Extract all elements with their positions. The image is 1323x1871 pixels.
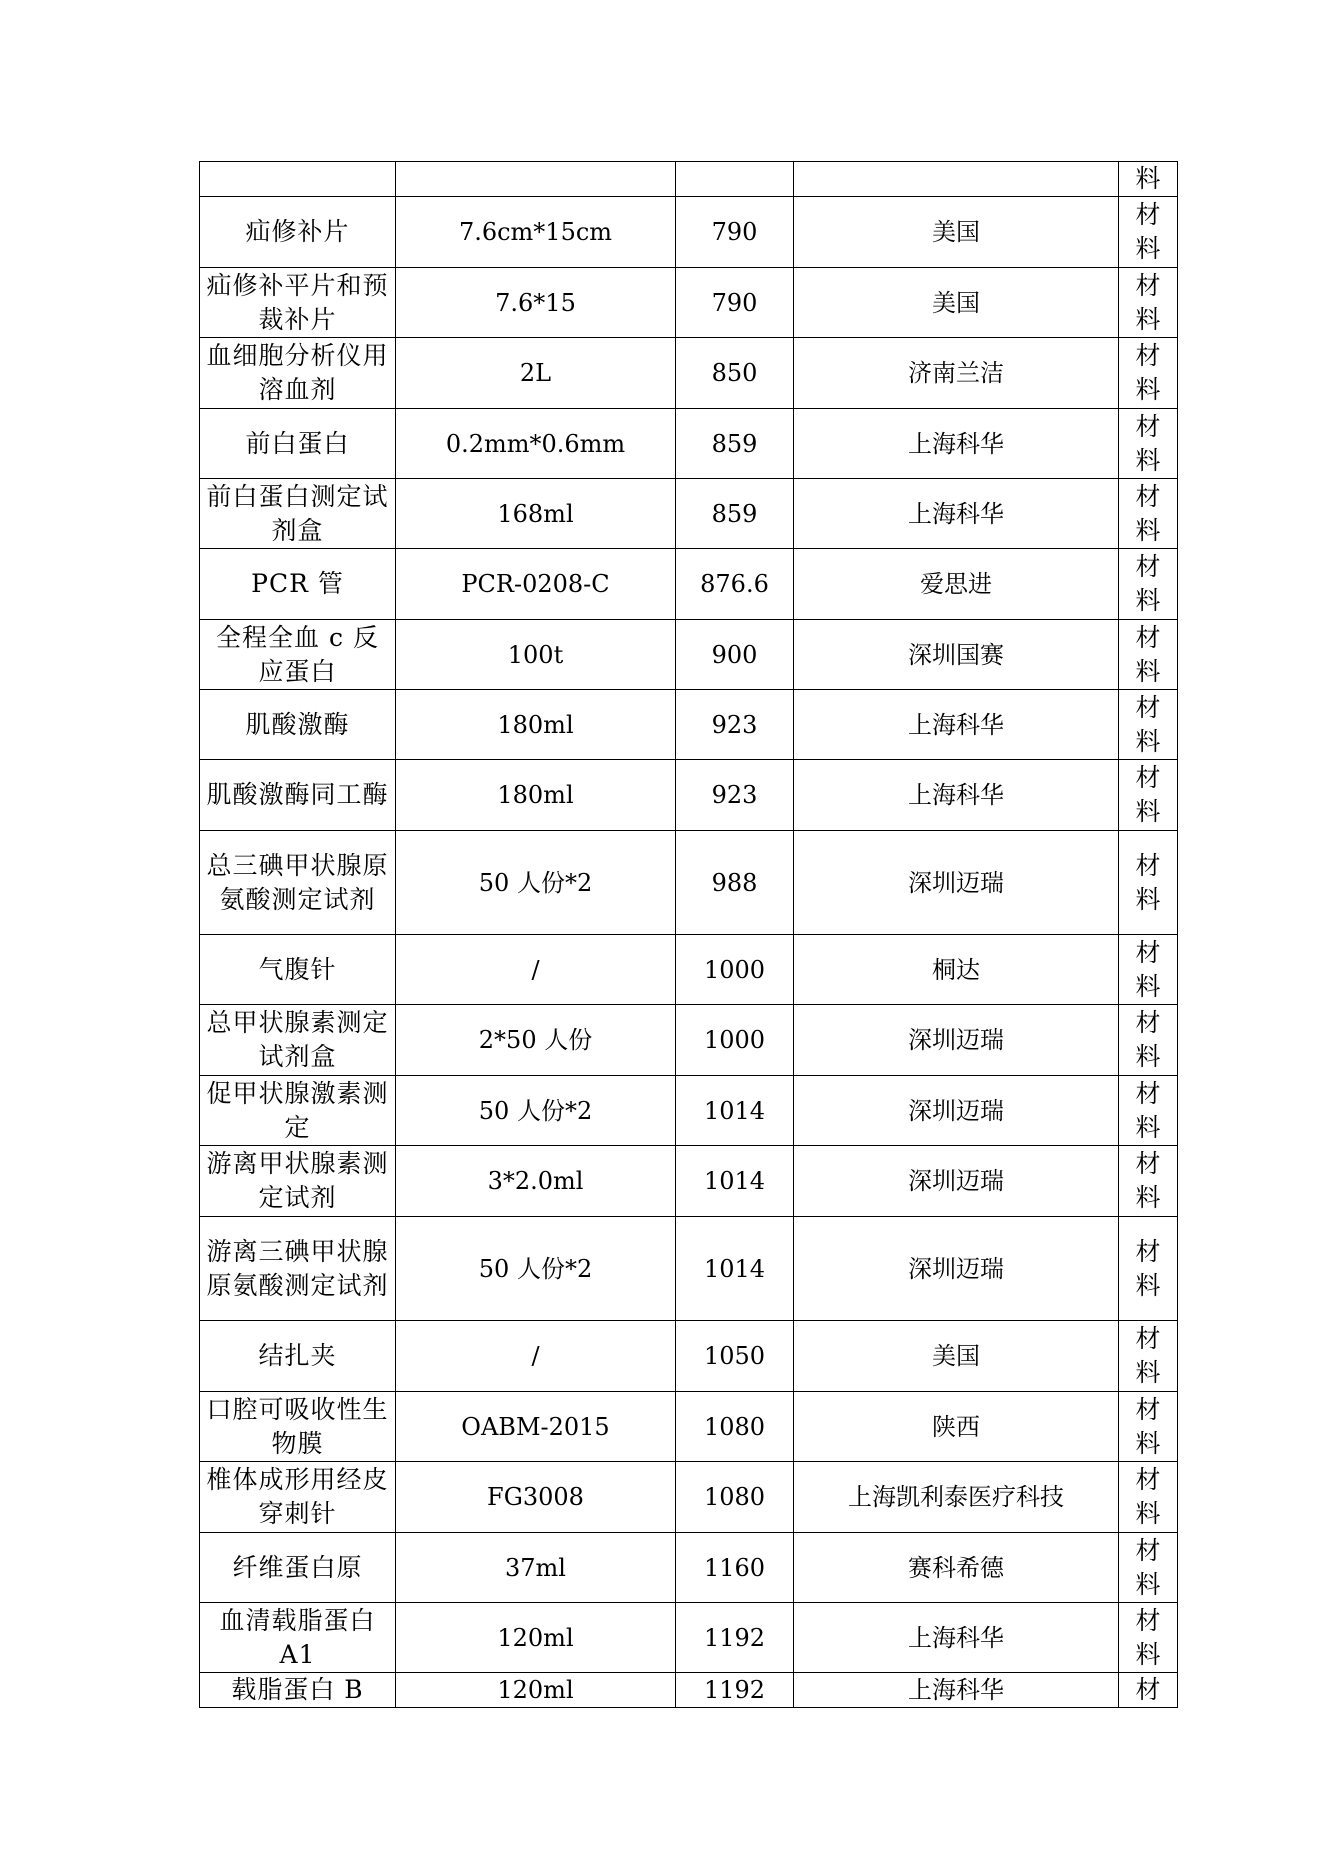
category-text: 料 [1135,164,1161,193]
spec-cell: 180ml [396,760,676,831]
item-name-cell: 前白蛋白测定试剂盒 [200,479,396,549]
price-cell: 988 [676,831,794,935]
table-row [200,1217,1178,1321]
category-cell [1119,760,1178,831]
price-cell: 1050 [676,1321,794,1392]
category-cell [1119,338,1178,409]
category-text: 材料 [1135,763,1161,826]
manufacturer-cell: 美国 [794,1321,1119,1392]
table-row [200,690,1178,760]
category-cell [1119,1146,1178,1217]
item-name-cell: 口腔可吸收性生物膜 [200,1392,396,1462]
manufacturer-cell: 上海科华 [794,690,1119,760]
category-text: 材料 [1135,937,1161,1001]
price-cell: 900 [676,620,794,690]
item-name-cell: 肌酸激酶同工酶 [200,760,396,831]
spec-cell: 120ml [396,1673,676,1708]
spec-cell: OABM-2015 [396,1392,676,1462]
category-cell [1119,1392,1178,1462]
price-cell: 850 [676,338,794,409]
price-cell: 1014 [676,1146,794,1217]
item-name-cell [200,162,396,197]
table-row [200,162,1178,197]
table-row [200,338,1178,409]
category-cell [1119,479,1178,549]
spec-cell: 168ml [396,479,676,549]
category-cell [1119,831,1178,935]
category-cell [1119,197,1178,268]
price-cell: 923 [676,760,794,831]
spec-cell: 50 人份*2 [396,1217,676,1321]
category-text: 材 [1135,1675,1161,1704]
manufacturer-cell: 上海科华 [794,479,1119,549]
table-row [200,831,1178,935]
item-name-cell: 纤维蛋白原 [200,1533,396,1603]
price-cell: 790 [676,268,794,338]
spec-cell: 37ml [396,1533,676,1603]
spec-cell: 3*2.0ml [396,1146,676,1217]
manufacturer-cell: 深圳迈瑞 [794,1005,1119,1076]
spec-cell [396,162,676,197]
manufacturer-cell: 上海凯利泰医疗科技 [794,1462,1119,1533]
category-cell [1119,549,1178,620]
price-cell: 1014 [676,1076,794,1146]
price-cell: 1160 [676,1533,794,1603]
manufacturer-cell: 深圳迈瑞 [794,1217,1119,1321]
category-text: 材料 [1135,341,1161,404]
category-text: 材料 [1135,411,1161,475]
table-row [200,1005,1178,1076]
category-text: 材料 [1135,270,1161,334]
category-cell [1119,1321,1178,1392]
manufacturer-cell: 深圳国赛 [794,620,1119,690]
category-cell [1119,409,1178,479]
manufacturer-cell: 上海科华 [794,1603,1119,1673]
category-cell [1119,1076,1178,1146]
manufacturer-cell: 深圳迈瑞 [794,1076,1119,1146]
price-cell: 1000 [676,1005,794,1076]
category-cell [1119,935,1178,1005]
manufacturer-cell: 赛科希德 [794,1533,1119,1603]
price-cell: 1080 [676,1462,794,1533]
category-text: 材料 [1135,1605,1161,1669]
manufacturer-cell: 陕西 [794,1392,1119,1462]
table-row [200,1392,1178,1462]
manufacturer-cell: 上海科华 [794,409,1119,479]
item-name-cell: 肌酸激酶 [200,690,396,760]
item-name-cell: 总甲状腺素测定试剂盒 [200,1005,396,1076]
spec-cell: FG3008 [396,1462,676,1533]
category-cell [1119,1533,1178,1603]
spec-cell: / [396,935,676,1005]
price-cell: 859 [676,409,794,479]
manufacturer-cell: 美国 [794,268,1119,338]
category-cell [1119,1462,1178,1533]
manufacturer-cell: 济南兰洁 [794,338,1119,409]
manufacturer-cell [794,162,1119,197]
table-row [200,197,1178,268]
table-row [200,549,1178,620]
category-text: 材料 [1135,1324,1161,1387]
category-text: 材料 [1135,1535,1161,1599]
category-text: 材料 [1135,622,1161,686]
spec-cell: 7.6cm*15cm [396,197,676,268]
manufacturer-cell: 深圳迈瑞 [794,1146,1119,1217]
category-text: 材料 [1135,692,1161,756]
category-text: 材料 [1135,1394,1161,1458]
price-cell: 923 [676,690,794,760]
spec-cell: 50 人份*2 [396,1076,676,1146]
item-name-cell: 疝修补平片和预裁补片 [200,268,396,338]
manufacturer-cell: 深圳迈瑞 [794,831,1119,935]
category-cell [1119,1603,1178,1673]
manufacturer-cell: 上海科华 [794,1673,1119,1708]
table-row [200,1533,1178,1603]
spec-cell: 180ml [396,690,676,760]
spec-cell: 7.6*15 [396,268,676,338]
item-name-cell: PCR 管 [200,549,396,620]
table-row [200,1146,1178,1217]
table-body [200,162,1178,1708]
manufacturer-cell: 爱思进 [794,549,1119,620]
item-name-cell: 椎体成形用经皮穿刺针 [200,1462,396,1533]
price-cell [676,162,794,197]
table-row [200,268,1178,338]
item-name-cell: 载脂蛋白 B [200,1673,396,1708]
category-text: 材料 [1135,1078,1161,1142]
spec-cell: PCR-0208-C [396,549,676,620]
item-name-cell: 总三碘甲状腺原氨酸测定试剂 [200,831,396,935]
category-cell [1119,1217,1178,1321]
item-name-cell: 前白蛋白 [200,409,396,479]
spec-cell: 120ml [396,1603,676,1673]
table-row [200,1603,1178,1673]
table-row [200,935,1178,1005]
price-cell: 1192 [676,1603,794,1673]
price-cell: 1014 [676,1217,794,1321]
category-text: 材料 [1135,850,1161,914]
item-name-cell: 促甲状腺激素测定 [200,1076,396,1146]
category-text: 材料 [1135,552,1161,615]
category-text: 材料 [1135,1008,1161,1071]
table-row [200,479,1178,549]
item-name-cell: 疝修补片 [200,197,396,268]
item-name-cell: 全程全血 c 反应蛋白 [200,620,396,690]
item-name-cell: 结扎夹 [200,1321,396,1392]
item-name-cell: 血细胞分析仪用溶血剂 [200,338,396,409]
category-text: 材料 [1135,1465,1161,1528]
table-row [200,620,1178,690]
category-text: 材料 [1135,1149,1161,1212]
spec-cell: / [396,1321,676,1392]
spec-cell: 0.2mm*0.6mm [396,409,676,479]
price-cell: 859 [676,479,794,549]
manufacturer-cell: 美国 [794,197,1119,268]
spec-cell: 50 人份*2 [396,831,676,935]
price-cell: 790 [676,197,794,268]
table-row [200,1076,1178,1146]
spec-cell: 2*50 人份 [396,1005,676,1076]
item-name-cell: 游离三碘甲状腺原氨酸测定试剂 [200,1217,396,1321]
item-name-cell: 血清载脂蛋白 A1 [200,1603,396,1673]
item-name-cell: 气腹针 [200,935,396,1005]
category-cell [1119,620,1178,690]
category-cell [1119,268,1178,338]
price-cell: 1000 [676,935,794,1005]
price-cell: 1192 [676,1673,794,1708]
price-cell: 1080 [676,1392,794,1462]
price-cell: 876.6 [676,549,794,620]
table-row [200,1321,1178,1392]
category-cell [1119,690,1178,760]
manufacturer-cell: 桐达 [794,935,1119,1005]
table-row [200,1673,1178,1708]
item-name-cell: 游离甲状腺素测定试剂 [200,1146,396,1217]
category-text: 材料 [1135,1236,1161,1300]
table-row [200,760,1178,831]
category-text: 材料 [1135,481,1161,545]
category-cell [1119,1673,1178,1708]
category-text: 材料 [1135,200,1161,263]
table-row [200,409,1178,479]
category-cell [1119,162,1178,197]
table-row [200,1462,1178,1533]
category-cell [1119,1005,1178,1076]
spec-cell: 100t [396,620,676,690]
spec-cell: 2L [396,338,676,409]
manufacturer-cell: 上海科华 [794,760,1119,831]
materials-price-table [199,161,1178,1708]
